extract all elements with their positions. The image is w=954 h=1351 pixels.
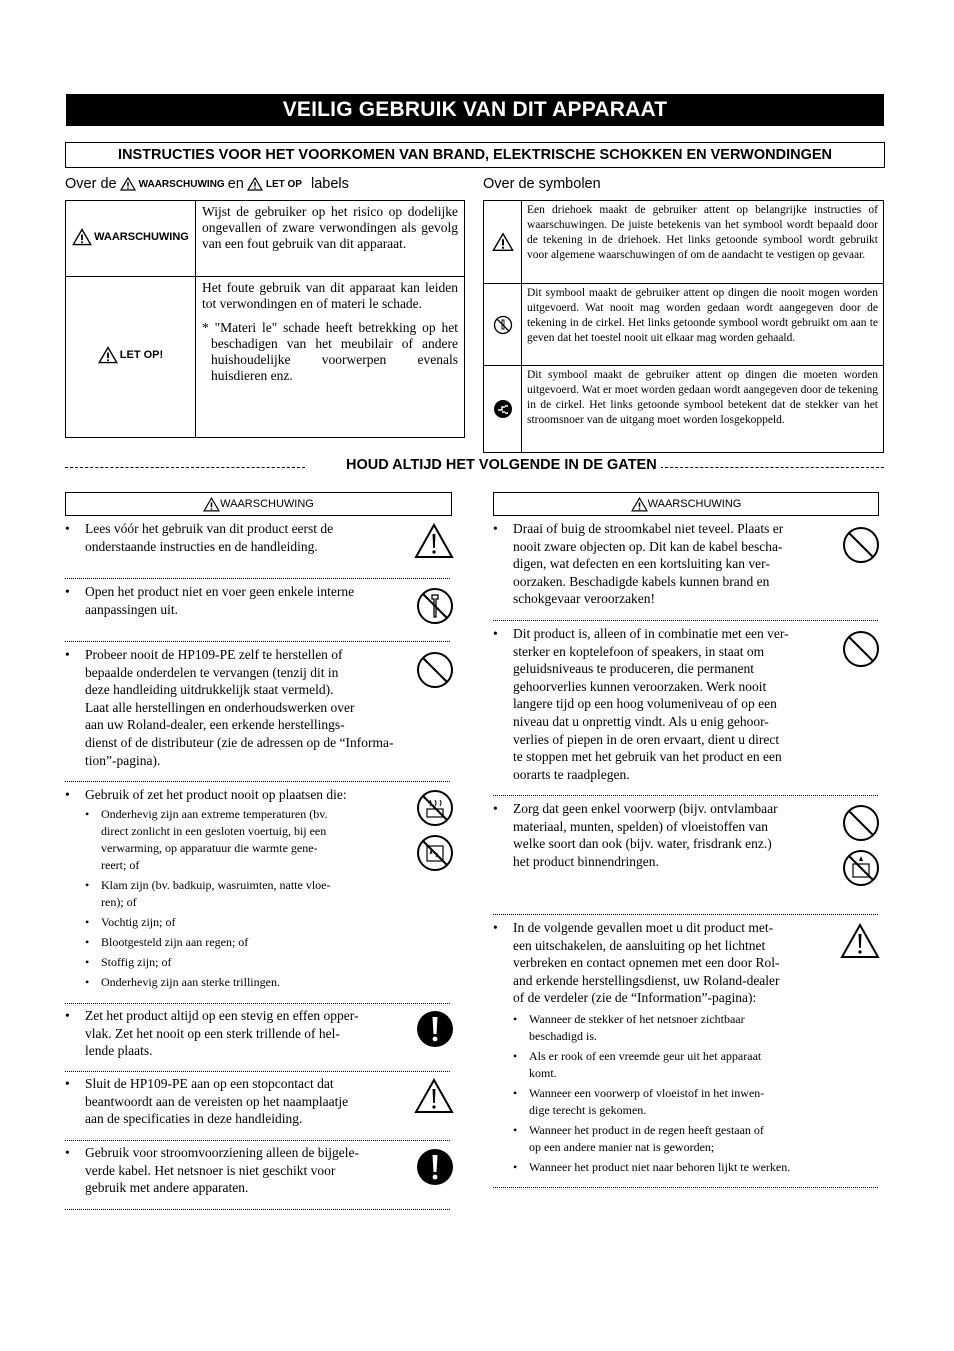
divider xyxy=(493,620,878,621)
symbol-description: Dit symbool maakt de gebruiker attent op dingen die moeten worden uitgevoerd. Wat er moet worden gedaan wordt aangegeven door de tekening in de cirkel. Het links getoonde symbool betekent dat de stekker van het stroomsnoer van de uitgang moet worden losgekoppeld. xyxy=(522,366,884,453)
divider xyxy=(65,1209,450,1210)
prohibited-icon xyxy=(842,804,880,842)
divider xyxy=(65,1140,450,1141)
mandatory-action-icon xyxy=(416,1010,454,1048)
list-item: • Sluit de HP109-PE aan op een stopcontact dat beantwoordt aan de vereisten op het naamplaatje aan de specificaties in deze handleiding. xyxy=(65,1076,349,1127)
triangle-warning-icon xyxy=(631,497,648,512)
triangle-warning-icon xyxy=(492,232,514,252)
sub-list-item: • Blootgesteld zijn aan regen; of xyxy=(85,935,249,949)
sub-list-item: • Stoffig zijn; of xyxy=(85,955,172,969)
sub-list-item: • Wanneer het product niet naar behoren lijkt te werken. xyxy=(513,1160,791,1174)
triangle-warning-icon xyxy=(203,497,220,512)
section-title: HOUD ALTIJD HET VOLGENDE IN DE GATEN xyxy=(342,457,661,473)
list-item: • Open het product niet en voer geen enkele interne aanpassingen uit. xyxy=(65,584,355,617)
symbol-table xyxy=(483,200,884,453)
sub-list-item: • Wanneer het product in de regen heeft gestaan of op een andere manier nat is geworden; xyxy=(513,1123,764,1154)
list-item: • In de volgende gevallen moet u dit product met- een uitschakelen, de aansluiting op het lichtnet verbreken en contact opnemen met een door Rol- and erkende herstellingsdienst, uw Roland-dealer of de verdeler (zie de “Information”-pagina): • Wanneer de stekker of het netsnoer zichtbaar beschadigd is. • Als er rook of een vreemde geur uit het apparaat komt. • Wanneer een voorwerp of vloeistof in het inwen- dige terecht is gekomen. • Wanneer het product in de regen heeft gestaan of op een andere manier nat is geworden; • Wanneer het product niet naar behoren lijkt te werken. xyxy=(493,919,878,1179)
prohibited-icon xyxy=(416,651,454,689)
list-item: • Zet het product altijd op een stevig en effen opper- vlak. Zet het nooit op een sterk trillende of hel- lende plaats. xyxy=(65,1008,359,1059)
triangle-warning-icon xyxy=(414,523,454,559)
list-item: • Gebruik voor stroomvoorziening alleen de bijgele- verde kabel. Het netsnoer is niet geschikt voor gebruik met andere apparaten. xyxy=(65,1145,360,1196)
triangle-warning-icon xyxy=(414,1078,454,1114)
mandatory-action-icon xyxy=(416,1148,454,1186)
circle-prohibited-disassemble-icon xyxy=(493,315,513,335)
prohibited-icon xyxy=(842,526,880,564)
section-divider-left xyxy=(65,467,305,468)
divider xyxy=(493,914,878,915)
divider xyxy=(65,641,450,642)
prohibited-liquid-icon xyxy=(842,849,880,887)
symbols-heading: Over de symbolen xyxy=(483,176,601,192)
list-item: • Dit product is, alleen of in combinatie met een ver- sterker en koptelefoon of speakers, in staat om geluidsniveaus te produceren, die permanent gehoorverlies kunnen veroorzaken. Werk nooit langere tijd op een hoog volumeniveau of op een niveau dat u onprettig vindt. Als u enig gehoor- verlies of piepen in de oren ervaart, dient u direct te stoppen met het gebruik van het product en een oorarts te raadplegen. xyxy=(493,626,789,782)
list-item: • Zorg dat geen enkel voorwerp (bijv. ontvlambaar materiaal, munten, spelden) of vloeistoffen van welke soort dan ook (bijv. water, frisdrank enz.) het product binnendringen. xyxy=(493,801,778,869)
prohibited-moisture-icon xyxy=(416,834,454,872)
caution-description: Het foute gebruik van dit apparaat kan leiden tot verwondingen en of materi le schade. * "Materi le" schade heeft betrekking op het beschadigen van het meubilair of andere huishoudelijke voorwerpen evenals huisdieren enz. xyxy=(196,277,465,438)
divider xyxy=(65,578,450,579)
caution-label-cell: LET OP! xyxy=(66,277,196,438)
list-item: • Gebruik of zet het product nooit op plaatsen die: • Onderhevig zijn aan extreme temperaturen (bv. direct zonlicht in een gesloten voertuig, bij een verwarming, op apparatuur die warmte gene- reert; of • Klam zijn (bv. badkuip, wasruimten, natte vloe- ren); of • Vochtig zijn; of • Blootgesteld zijn aan regen; of • Stoffig zijn; of • Onderhevig zijn aan sterke trillingen. xyxy=(65,786,460,996)
divider xyxy=(65,1071,450,1072)
prohibited-icon xyxy=(842,630,880,668)
divider xyxy=(493,795,878,796)
sub-list-item: • Onderhevig zijn aan extreme temperaturen (bv. direct zonlicht in een gesloten voertuig, bij een verwarming, op apparatuur die warmte gene- reert; of xyxy=(85,807,328,872)
left-warning-header: WAARSCHUWING xyxy=(65,492,452,516)
symbol-description: Dit symbool maakt de gebruiker attent op dingen die nooit mogen worden uitgevoerd. Wat nooit mag worden gedaan wordt aangegeven door de tekening in de cirkel. Het links getoonde symbool wordt gebruikt om aan te geven dat het toestel nooit uit elkaar mag worden gehaald. xyxy=(522,284,884,366)
labels-heading: Over de WAARSCHUWING en LET OP labels xyxy=(65,176,349,192)
sub-list-item: • Wanneer een voorwerp of vloeistof in het inwen- dige terecht is gekomen. xyxy=(513,1086,765,1117)
divider xyxy=(493,1187,878,1188)
triangle-warning-icon xyxy=(72,228,92,246)
triangle-warning-icon xyxy=(120,177,136,191)
triangle-warning-icon xyxy=(98,346,118,364)
sub-list-item: • Vochtig zijn; of xyxy=(85,915,176,929)
list-item: • Probeer nooit de HP109-PE zelf te herstellen of bepaalde onderdelen te vervangen (tenzij dit in deze handleiding uitdrukkelijk staat vermeld). Laat alle herstellingen en onderhoudswerken over aan uw Roland-dealer, een erkende herstellings- dienst of de distributeur (zie de adressen op de “Informa- tion”-pagina). xyxy=(65,647,394,768)
prohibited-heat-icon xyxy=(416,789,454,827)
section-divider-right xyxy=(630,467,884,468)
sub-list-item: • Onderhevig zijn aan sterke trillingen. xyxy=(85,975,280,989)
warning-description: Wijst de gebruiker op het risico op dodelijke ongevallen of zware verwondingen als gevolg van een fout gebruik van dit apparaat. xyxy=(196,201,465,277)
label-table xyxy=(65,200,465,438)
unplug-icon xyxy=(493,399,513,419)
list-item: • Draai of buig de stroomkabel niet teveel. Plaats er nooit zware objecten op. Dit kan de kabel bescha- digen, wat defecten en een kortsluiting kan ver- oorzaken. Beschadigde kabels kunnen brand en schokgevaar veroorzaken! xyxy=(493,521,784,607)
sub-list-item: • Als er rook of een vreemde geur uit het apparaat komt. xyxy=(513,1049,762,1080)
list-item: • Lees vóór het gebruik van dit product eerst de onderstaande instructies en de handleiding. xyxy=(65,521,334,554)
symbol-description: Een driehoek maakt de gebruiker attent op belangrijke instructies of waarschuwingen. De juiste betekenis van het symbool wordt bepaald door de tekening in de driehoek. Het links getoonde symbool wordt gebruikt voor algemene waarschuwingen of om de aandacht te vestigen op gevaar. xyxy=(522,201,884,284)
circle-prohibited-disassemble-icon xyxy=(416,587,454,625)
sub-list-item: • Klam zijn (bv. badkuip, wasruimten, natte vloe- ren); of xyxy=(85,878,331,909)
warning-label-cell: WAARSCHUWING xyxy=(66,201,196,277)
divider xyxy=(65,1003,450,1004)
divider xyxy=(65,781,450,782)
right-warning-header: WAARSCHUWING xyxy=(493,492,879,516)
triangle-warning-icon xyxy=(247,177,263,191)
sub-list-item: • Wanneer de stekker of het netsnoer zichtbaar beschadigd is. xyxy=(513,1012,745,1043)
triangle-warning-icon xyxy=(840,923,880,959)
page-subtitle: INSTRUCTIES VOOR HET VOORKOMEN VAN BRAND, ELEKTRISCHE SCHOKKEN EN VERWONDINGEN xyxy=(65,142,885,168)
page-title: VEILIG GEBRUIK VAN DIT APPARAAT xyxy=(66,94,884,126)
